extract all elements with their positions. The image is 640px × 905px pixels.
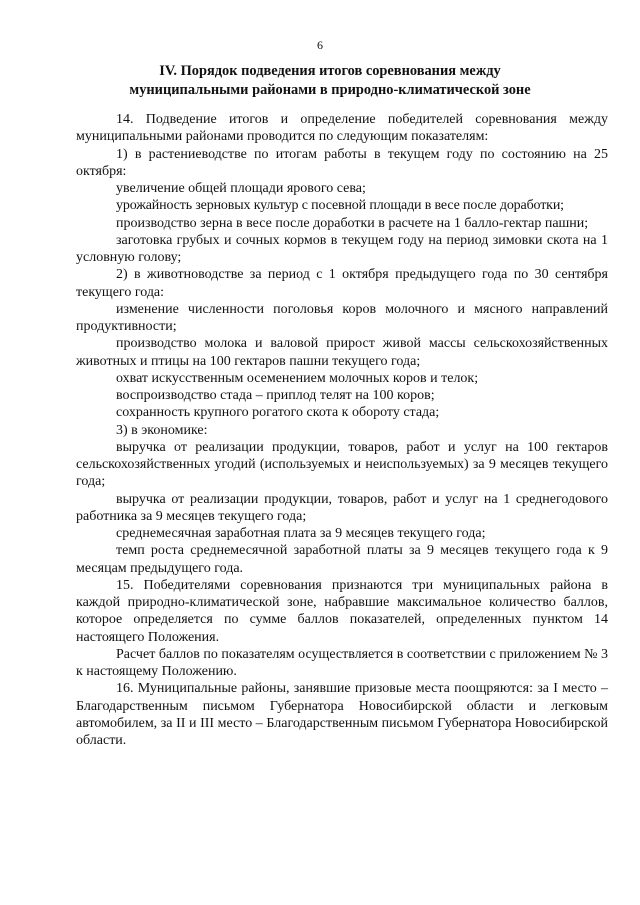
paragraph-livestock: 2) в животноводстве за период с 1 октября предыдущего года по 30 сентября текущего года: [76,267,608,300]
paragraph-item: охват искусственным осеменением молочных коров и телок; [116,370,479,386]
paragraph-item: изменение численности поголовья коров молочного и мясного направлений продуктивности; [76,301,608,334]
document-body [76,111,608,749]
paragraph-item: темп роста среднемесячной заработной платы за 9 месяцев текущего года к 9 месяцам предыдущего года. [76,543,608,576]
paragraph-item: заготовка грубых и сочных кормов в текущем году на период зимовки скота на 1 условную голову; [76,232,608,265]
paragraph-item: среднемесячная заработная плата за 9 месяцев текущего года; [116,526,486,541]
paragraph-16-awards: 16. Муниципальные районы, занявшие призовые места поощряются: за I место – Благодарственным письмом Губернатора Новосибирской области и легковым автомобилем, за II и III место – Благодарственным письмом Губернатора Новосибирской области. [76,681,608,748]
paragraph-item: воспроизводство стада – приплод телят на 100 коров; [116,388,435,403]
paragraph-14-intro: 14. Подведение итогов и определение победителей соревнования между муниципальными районами проводится по следующим показателям: [76,112,608,145]
paragraph-points-calculation: Расчет баллов по показателям осуществляется в соответствии с приложением № 3 к настоящему Положению. [76,646,608,679]
paragraph-crop-production: 1) в растениеводстве по итогам работы в текущем году по состоянию на 25 октября: [76,146,608,179]
paragraph-item: урожайность зерновых культур с посевной площади в весе после доработки; [116,198,564,214]
paragraph-item: выручка от реализации продукции, товаров, работ и услуг на 1 среднегодового работника за 9 месяцев текущего года; [76,491,608,524]
paragraph-15-winners: 15. Победителями соревнования признаются три муниципальных района в каждой природно-климатической зоне, набравшие максимальное количество баллов, которое определяется по сумме баллов показателей, определенных пунктом 14 настоящего Положения. [76,577,608,645]
section-heading-line-1: IV. Порядок подведения итогов соревнования между [159,63,501,79]
paragraph-item: производство зерна в весе после доработки в расчете на 1 балло-гектар пашни; [116,215,589,231]
section-heading [60,62,600,100]
paragraph-item: увеличение общей площади ярового сева; [116,181,366,196]
paragraph-item: производство молока и валовой прирост живой массы сельскохозяйственных животных и птицы на 100 гектаров пашни текущего года; [76,336,608,369]
page-number: 6 [317,38,323,52]
paragraph-item: сохранность крупного рогатого скота к обороту стада; [116,405,440,421]
section-heading-line-2: муниципальными районами в природно-климатической зоне [129,82,531,98]
paragraph-economy: 3) в экономике: [116,422,208,438]
paragraph-item: выручка от реализации продукции, товаров, работ и услуг на 100 гектаров сельскохозяйственных угодий (используемых и неиспользуемых) за 9 месяцев текущего года; [76,439,608,490]
